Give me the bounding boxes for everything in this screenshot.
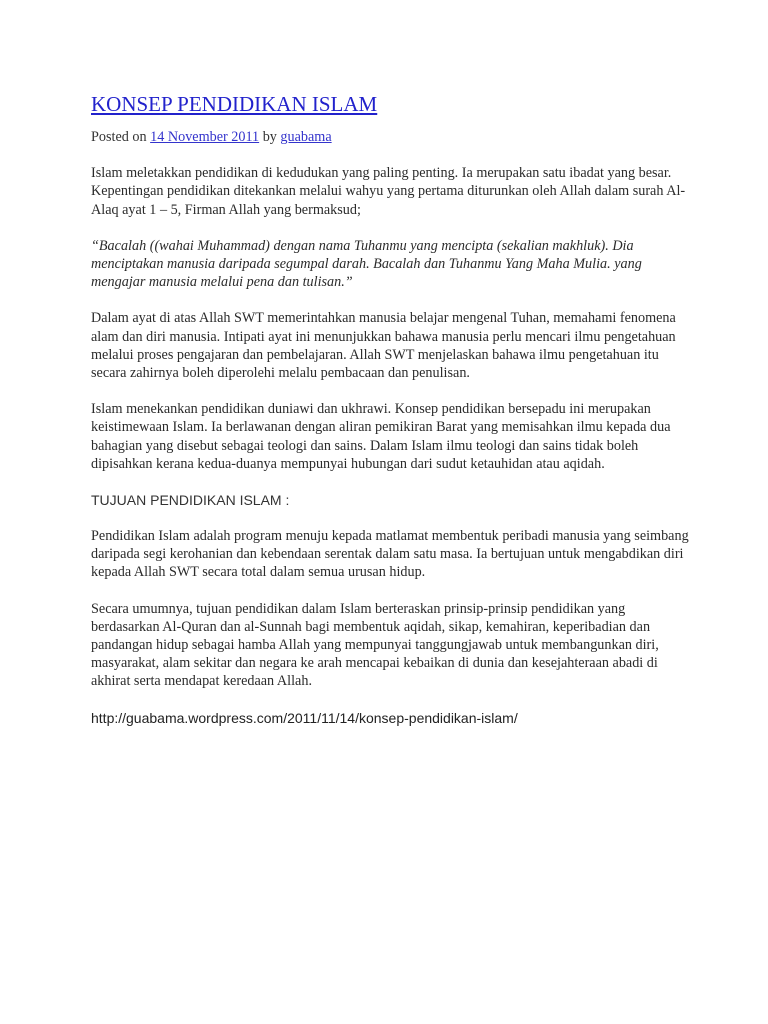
post-date-link[interactable]: 14 November 2011 xyxy=(150,129,260,145)
post-meta xyxy=(91,128,691,146)
posted-on-label: Posted on xyxy=(91,129,151,145)
paragraph-intro: Islam meletakkan pendidikan di kedudukan yang paling penting. Ia merupakan satu ibadat yang besar. Kepentingan pendidikan ditekankan melalui wahyu yang pertama diturunkan oleh Allah dalam surah Al-Alaq ayat 1 – 5, Firman Allah yang bermaksud; xyxy=(91,165,686,218)
paragraph-integrated-education: Islam menekankan pendidikan duniawi dan ukhrawi. Konsep pendidikan bersepadu ini merupakan keistimewaan Islam. Ia berlawanan dengan aliran pemikiran Barat yang memisahkan ilmu kepada dua bahagian yang disebut sebagai teologi dan sains. Dalam Islam ilmu teologi dan sains tidak boleh dipisahkan kerana kedua-duanya mempunyai hubungan dari sudut ketauhidan atau aqidah. xyxy=(91,401,671,472)
article-title-link[interactable]: KONSEP PENDIDIKAN ISLAM xyxy=(91,92,378,116)
article-title xyxy=(91,90,691,118)
paragraph-objective-general: Secara umumnya, tujuan pendidikan dalam Islam berteraskan prinsip-prinsip pendidikan yang berdasarkan Al-Quran dan al-Sunnah bagi membentuk aqidah, sikap, kemahiran, keperibadian dan pandangan hidup sebagai hamba Allah yang mempunyai tanggungjawab untuk membangunkan diri, masyarakat, alam sekitar dan negara ke arah mencapai kebaikan di dunia dan kesejahteraan abadi di akhirat serta mendapat keredaan Allah. xyxy=(91,600,659,690)
article-content xyxy=(91,90,691,727)
source-url: http://guabama.wordpress.com/2011/11/14/konsep-pendidikan-islam/ xyxy=(91,709,518,726)
quran-quote: “Bacalah ((wahai Muhammad) dengan nama Tuhanmu yang mencipta (sekalian makhluk). Dia menciptakan manusia daripada segumpal darah. Bacalah dan Tuhanmu Yang Maha Mulia. yang mengajar manusia melalui pena dan tulisan.” xyxy=(91,237,642,291)
paragraph-explanation: Dalam ayat di atas Allah SWT memerintahkan manusia belajar mengenal Tuhan, memahami fenomena alam dan diri manusia. Intipati ayat ini menunjukkan bahawa manusia perlu mencari ilmu pengetahuan melalui proses pengajaran dan pembelajaran. Allah SWT menjelaskan bahawa ilmu pengetahuan itu secara zahirnya boleh diperolehi melalu pembacaan dan penulisan. xyxy=(91,310,676,382)
by-label: by xyxy=(259,129,281,145)
author-link[interactable]: guabama xyxy=(280,129,332,145)
section-heading-objectives: TUJUAN PENDIDIKAN ISLAM : xyxy=(91,492,290,509)
paragraph-objective-definition: Pendidikan Islam adalah program menuju kepada matlamat membentuk peribadi manusia yang seimbang daripada segi kerohanian dan kebendaan serentak dalam satu masa. Ia bertujuan untuk mengabdikan diri kepada Allah SWT secara total dalam semua urusan hidup. xyxy=(91,528,689,581)
